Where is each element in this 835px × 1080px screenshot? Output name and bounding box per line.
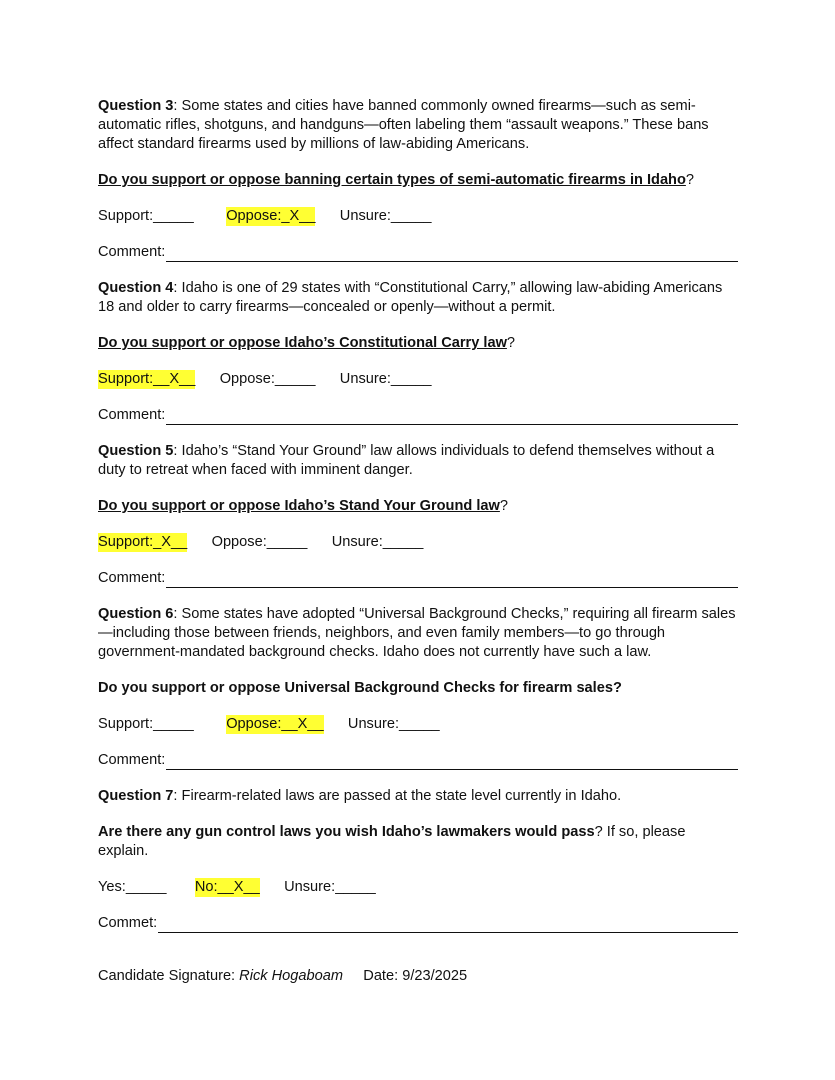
question-3-prompt-suffix: ? bbox=[685, 172, 695, 188]
question-3-prompt: Do you support or oppose banning certain types of semi-automatic firearms in Idaho bbox=[98, 172, 686, 188]
question-5-label: Question 5 bbox=[98, 443, 174, 459]
support-choice[interactable]: Support:_____ bbox=[98, 208, 194, 224]
question-4-body bbox=[98, 279, 738, 317]
questionnaire bbox=[98, 97, 738, 986]
question-4-choices bbox=[98, 370, 738, 389]
support-choice[interactable]: Support:_____ bbox=[98, 716, 194, 732]
question-6-body bbox=[98, 605, 738, 662]
unsure-choice[interactable]: Unsure:_____ bbox=[331, 534, 424, 550]
question-5-prompt: Do you support or oppose Idaho’s Stand Your Ground law bbox=[98, 498, 500, 514]
question-4 bbox=[98, 279, 738, 425]
comment-label: Comment: bbox=[98, 752, 166, 768]
question-3-choices bbox=[98, 207, 738, 226]
question-3-label: Question 3 bbox=[98, 98, 174, 114]
question-4-prompt-line bbox=[98, 334, 738, 353]
oppose-choice[interactable]: Oppose:_____ bbox=[211, 534, 308, 550]
comment-rule[interactable] bbox=[166, 573, 738, 588]
question-6-text: : Some states have adopted “Universal Background Checks,” requiring all firearm sales—including those between friends, neighbors, and even family members—to go through government-mandated background checks. Idaho does not currently have such a law. bbox=[98, 606, 736, 660]
question-5-body bbox=[98, 442, 738, 480]
question-3-text: : Some states and cities have banned commonly owned firearms—such as semi-automatic rifles, shotguns, and handguns—often labeling them “assault weapons.” These bans affect standard firearms used by millions of law-abiding Americans. bbox=[98, 98, 709, 152]
question-3-comment[interactable] bbox=[98, 243, 738, 262]
oppose-choice[interactable]: Oppose:__X__ bbox=[226, 716, 324, 732]
question-5-prompt-line bbox=[98, 497, 738, 516]
unsure-choice[interactable]: Unsure:_____ bbox=[339, 371, 432, 387]
comment-rule[interactable] bbox=[166, 247, 738, 262]
question-6-label: Question 6 bbox=[98, 606, 174, 622]
candidate-signature-line bbox=[98, 967, 738, 986]
question-7-prompt: Are there any gun control laws you wish Idaho’s lawmakers would pass bbox=[98, 824, 595, 840]
question-4-prompt-suffix: ? bbox=[506, 335, 516, 351]
question-4-comment[interactable] bbox=[98, 406, 738, 425]
comment-rule[interactable] bbox=[166, 755, 738, 770]
question-7-choices bbox=[98, 878, 738, 897]
support-choice[interactable]: Support:__X__ bbox=[98, 371, 196, 387]
comment-rule[interactable] bbox=[158, 918, 738, 933]
question-3-body bbox=[98, 97, 738, 154]
question-6-choices bbox=[98, 715, 738, 734]
question-7-prompt-line bbox=[98, 823, 738, 861]
question-5-text: : Idaho’s “Stand Your Ground” law allows individuals to defend themselves without a duty to retreat when faced with imminent danger. bbox=[98, 443, 715, 478]
yes-choice[interactable]: Yes:_____ bbox=[98, 879, 167, 895]
signature-label: Candidate Signature: bbox=[98, 968, 240, 984]
no-choice[interactable]: No:__X__ bbox=[194, 879, 260, 895]
comment-label: Comment: bbox=[98, 244, 166, 260]
question-5-choices bbox=[98, 533, 738, 552]
oppose-choice[interactable]: Oppose:_____ bbox=[219, 371, 316, 387]
question-6-comment[interactable] bbox=[98, 751, 738, 770]
question-4-text: : Idaho is one of 29 states with “Constitutional Carry,” allowing law-abiding Americans 18 and older to carry firearms—concealed or openly—without a permit. bbox=[98, 280, 723, 315]
comment-label: Comment: bbox=[98, 570, 166, 586]
question-6 bbox=[98, 605, 738, 770]
question-3-prompt-line bbox=[98, 171, 738, 190]
question-6-prompt-line bbox=[98, 679, 738, 698]
unsure-choice[interactable]: Unsure:_____ bbox=[284, 879, 376, 895]
support-choice[interactable]: Support:_X__ bbox=[98, 534, 188, 550]
question-5 bbox=[98, 442, 738, 588]
unsure-choice[interactable]: Unsure:_____ bbox=[347, 716, 440, 732]
comment-label: Commet: bbox=[98, 915, 158, 931]
question-7-text: : Firearm-related laws are passed at the state level currently in Idaho. bbox=[173, 788, 622, 804]
question-7 bbox=[98, 787, 738, 933]
question-3 bbox=[98, 97, 738, 262]
question-6-prompt: Do you support or oppose Universal Background Checks for firearm sales? bbox=[98, 680, 622, 696]
question-7-comment[interactable] bbox=[98, 914, 738, 933]
question-5-comment[interactable] bbox=[98, 569, 738, 588]
signature-date: Date: 9/23/2025 bbox=[363, 968, 468, 984]
question-4-prompt: Do you support or oppose Idaho’s Constitutional Carry law bbox=[98, 335, 507, 351]
signature-name: Rick Hogaboam bbox=[239, 968, 343, 984]
oppose-choice[interactable]: Oppose:_X__ bbox=[226, 208, 316, 224]
comment-label: Comment: bbox=[98, 407, 166, 423]
question-7-label: Question 7 bbox=[98, 788, 174, 804]
unsure-choice[interactable]: Unsure:_____ bbox=[339, 208, 432, 224]
question-5-prompt-suffix: ? bbox=[499, 498, 509, 514]
comment-rule[interactable] bbox=[166, 410, 738, 425]
question-7-body bbox=[98, 787, 738, 806]
question-4-label: Question 4 bbox=[98, 280, 174, 296]
question-7-prompt-suffix: ? If so, please explain. bbox=[98, 824, 686, 859]
